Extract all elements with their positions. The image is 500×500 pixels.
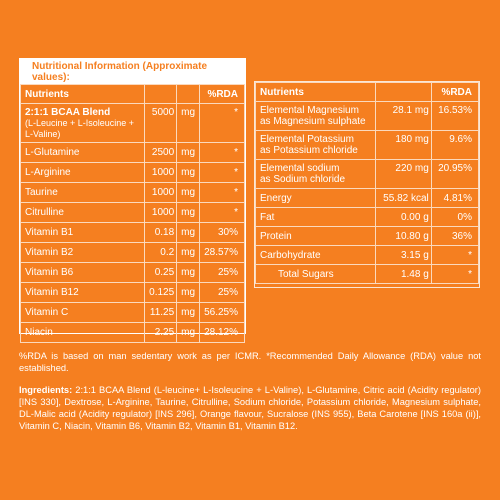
ingredients-text <box>19 384 481 432</box>
table-header-row <box>21 85 245 104</box>
nutrition-title: Nutritional Information (Approximate values): <box>20 59 245 84</box>
right-nutrient-table <box>255 82 479 284</box>
table-row: Total Sugars 1.48 g * <box>256 265 479 284</box>
table-row: Vitamin B6 0.25 mg 25% <box>21 263 245 283</box>
table-row: Energy 55.82 kcal 4.81% <box>256 189 479 208</box>
table-row: Vitamin B12 0.125 mg 25% <box>21 283 245 303</box>
nutrients-header: Nutrients <box>256 83 376 102</box>
table-row: Vitamin B2 0.2 mg 28.57% <box>21 243 245 263</box>
rda-footnote: %RDA is based on man sedentary work as per ICMR. *Recommended Daily Allowance (RDA) value not established. <box>19 351 481 373</box>
nutrition-table-left <box>19 58 246 338</box>
table-row: Carbohydrate 3.15 g * <box>256 246 479 265</box>
table-row: L-Arginine 1000 mg * <box>21 163 245 183</box>
rda-header: %RDA <box>200 85 245 104</box>
nutrition-table-right <box>254 81 480 288</box>
ingredients-label: Ingredients: <box>19 385 73 395</box>
table-row: Citrulline 1000 mg * <box>21 203 245 223</box>
table-row: Vitamin B1 0.18 mg 30% <box>21 223 245 243</box>
table-row: Vitamin C 11.25 mg 56.25% <box>21 303 245 323</box>
table-row: L-Glutamine 2500 mg * <box>21 143 245 163</box>
rda-header: %RDA <box>431 83 478 102</box>
table-row: Protein 10.80 g 36% <box>256 227 479 246</box>
table-row: Fat 0.00 g 0% <box>256 208 479 227</box>
ingredients-list: 2:1:1 BCAA Blend (L-leucine+ L-Isoleucine + L-Valine), L-Glutamine, Citric acid (Acidity regulator) [INS 330], Dextrose, L-Arginine, Taurine, Citrulline, Sodium chloride, Potassium chloride, Magnesium sulphate, DL-Malic acid (Acidity regulator) [INS 296], Orange flavour, Sucralose (INS 955), Beta Carotene [INS 160a (ii)], Vitamin C, Niacin, Vitamin B6, Vitamin B2, Vitamin B1, Vitamin B12. <box>19 385 481 431</box>
table-row: Taurine 1000 mg * <box>21 183 245 203</box>
table-row: 2:1:1 BCAA Blend (L-Leucine + L-Isoleucine + L-Valine) 5000 mg * <box>21 104 245 143</box>
nutrients-header: Nutrients <box>21 85 145 104</box>
table-row: Elemental sodium as Sodium chloride 220 mg 20.95% <box>256 160 479 189</box>
table-row: Niacin 2.25 mg 28.12% <box>21 323 245 343</box>
table-row: Elemental Potassium as Potassium chloride 180 mg 9.6% <box>256 131 479 160</box>
left-nutrient-table <box>20 84 245 343</box>
table-header-row <box>256 83 479 102</box>
table-row: Elemental Magnesium as Magnesium sulphate 28.1 mg 16.53% <box>256 102 479 131</box>
